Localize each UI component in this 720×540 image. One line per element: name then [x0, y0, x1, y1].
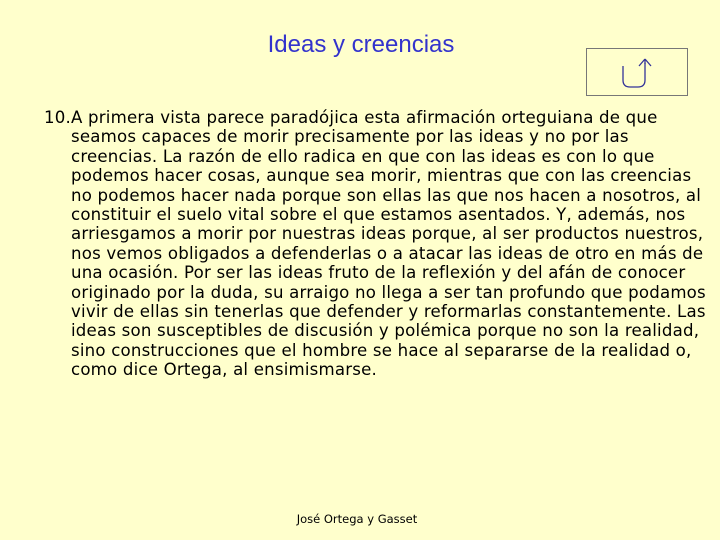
slide-title: Ideas y creencias — [267, 31, 455, 58]
numbered-paragraph — [44, 108, 711, 380]
return-button[interactable] — [586, 48, 688, 96]
author-footer: José Ortega y Gasset — [296, 512, 418, 526]
item-number: 10. — [44, 108, 71, 127]
return-arrow-icon — [620, 56, 656, 90]
paragraph-text: A primera vista parece paradójica esta afirmación orteguiana de que seamos capaces de morir precisamente por las ideas y no por las creencias. La razón de ello radica en que con las ideas es con lo que podemos hacer cosas, aunque sea morir, mientras que con las creencias no podemos hacer nada porque son ellas las que nos hacen a nosotros, al constituir el suelo vital sobre el que estamos asentados. Y, además, nos arriesgamos a morir por nuestras ideas porque, al ser productos nuestros, nos vemos obligados a defenderlas o a atacar las ideas de otro en más de una ocasión. Por ser las ideas fruto de la reflexión y del afán de conocer originado por la duda, su arraigo no llega a ser tan profundo que podamos vivir de ellas sin tenerlas que defender y reformarlas constantemente. Las ideas son susceptibles de discusión y polémica porque no son la realidad, sino construcciones que el hombre se hace al separarse de la realidad o, como dice Ortega, al ensimismarse. — [71, 108, 706, 380]
